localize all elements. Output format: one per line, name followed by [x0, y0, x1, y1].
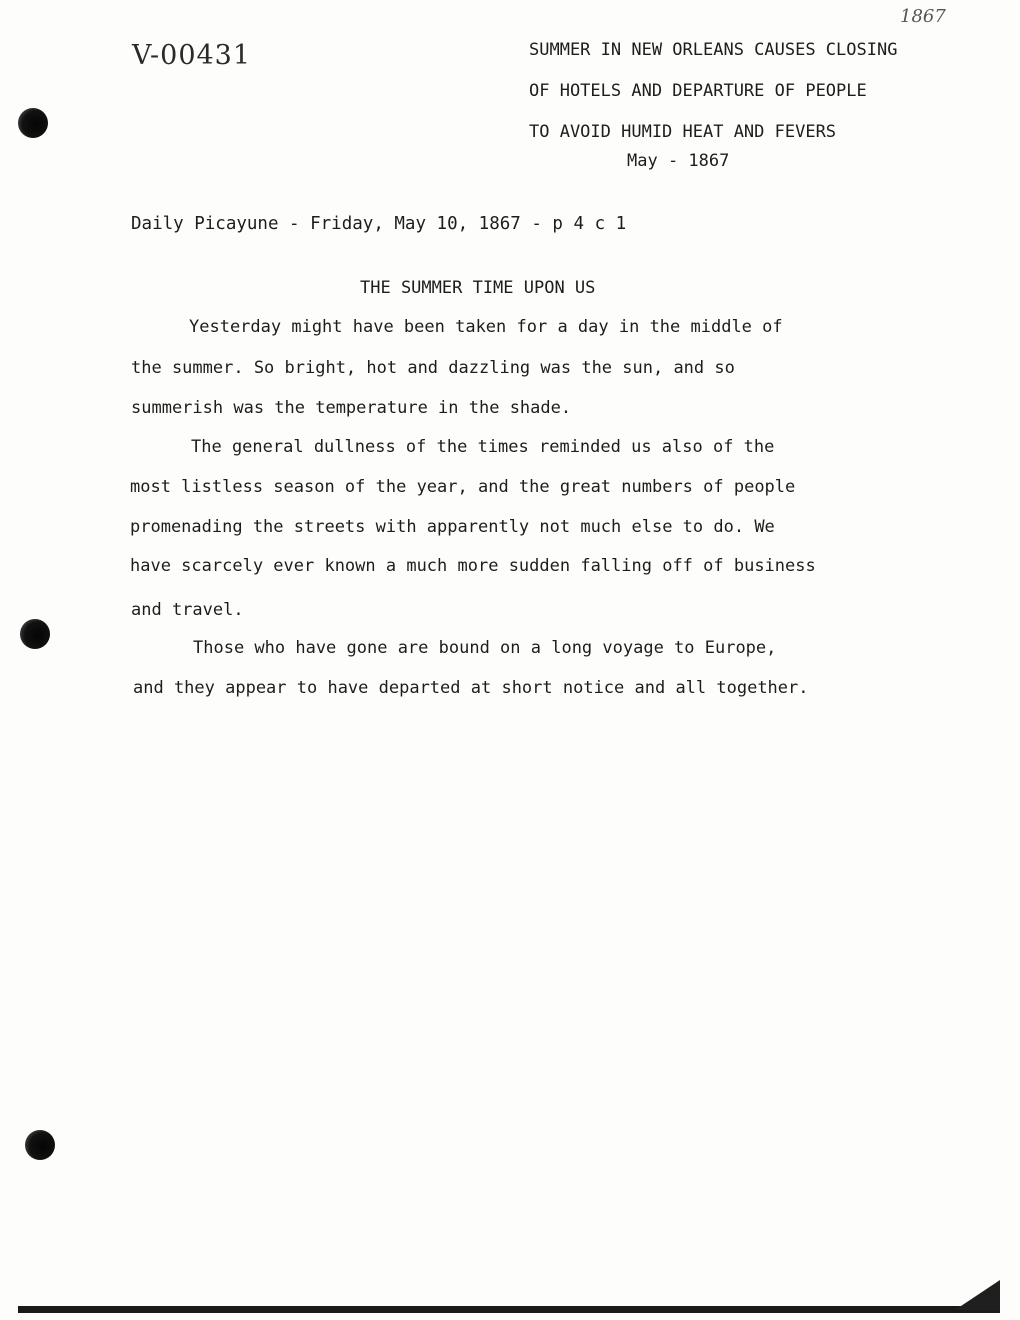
- paragraph-3-line-2: and they appear to have departed at short notice and all together.: [133, 678, 809, 698]
- punch-hole-middle: [20, 619, 50, 649]
- paragraph-2-line-2: most listless season of the year, and the great numbers of people: [130, 477, 796, 497]
- article-title: THE SUMMER TIME UPON US: [360, 278, 596, 298]
- paragraph-1-line-1: Yesterday might have been taken for a day in the middle of: [189, 317, 783, 337]
- paragraph-2-line-5: and travel.: [131, 600, 244, 620]
- headline-date: May - 1867: [627, 151, 730, 171]
- paragraph-2-line-4: have scarcely ever known a much more sudden falling off of business: [130, 556, 816, 576]
- paragraph-3-line-1: Those who have gone are bound on a long voyage to Europe,: [193, 638, 777, 658]
- document-id: V-00431: [132, 40, 252, 71]
- paragraph-1-line-2: the summer. So bright, hot and dazzling was the sun, and so: [131, 358, 735, 378]
- headline-line-3: TO AVOID HUMID HEAT AND FEVERS: [529, 122, 837, 142]
- punch-hole-top: [18, 108, 48, 138]
- paragraph-2-line-1: The general dullness of the times reminded us also of the: [191, 437, 775, 457]
- paragraph-1-line-3: summerish was the temperature in the shade.: [131, 398, 572, 418]
- scan-bottom-edge: [18, 1306, 1000, 1313]
- punch-hole-bottom: [25, 1130, 55, 1160]
- paragraph-2-line-3: promenading the streets with apparently not much else to do. We: [130, 517, 775, 537]
- headline-line-2: OF HOTELS AND DEPARTURE OF PEOPLE: [529, 81, 867, 101]
- page-corner-curl: [955, 1280, 1000, 1310]
- handwritten-note: 1867: [900, 6, 946, 27]
- headline: [529, 30, 989, 153]
- headline-line-1: SUMMER IN NEW ORLEANS CAUSES CLOSING: [529, 40, 898, 60]
- source-citation: Daily Picayune - Friday, May 10, 1867 - p 4 c 1: [131, 214, 627, 234]
